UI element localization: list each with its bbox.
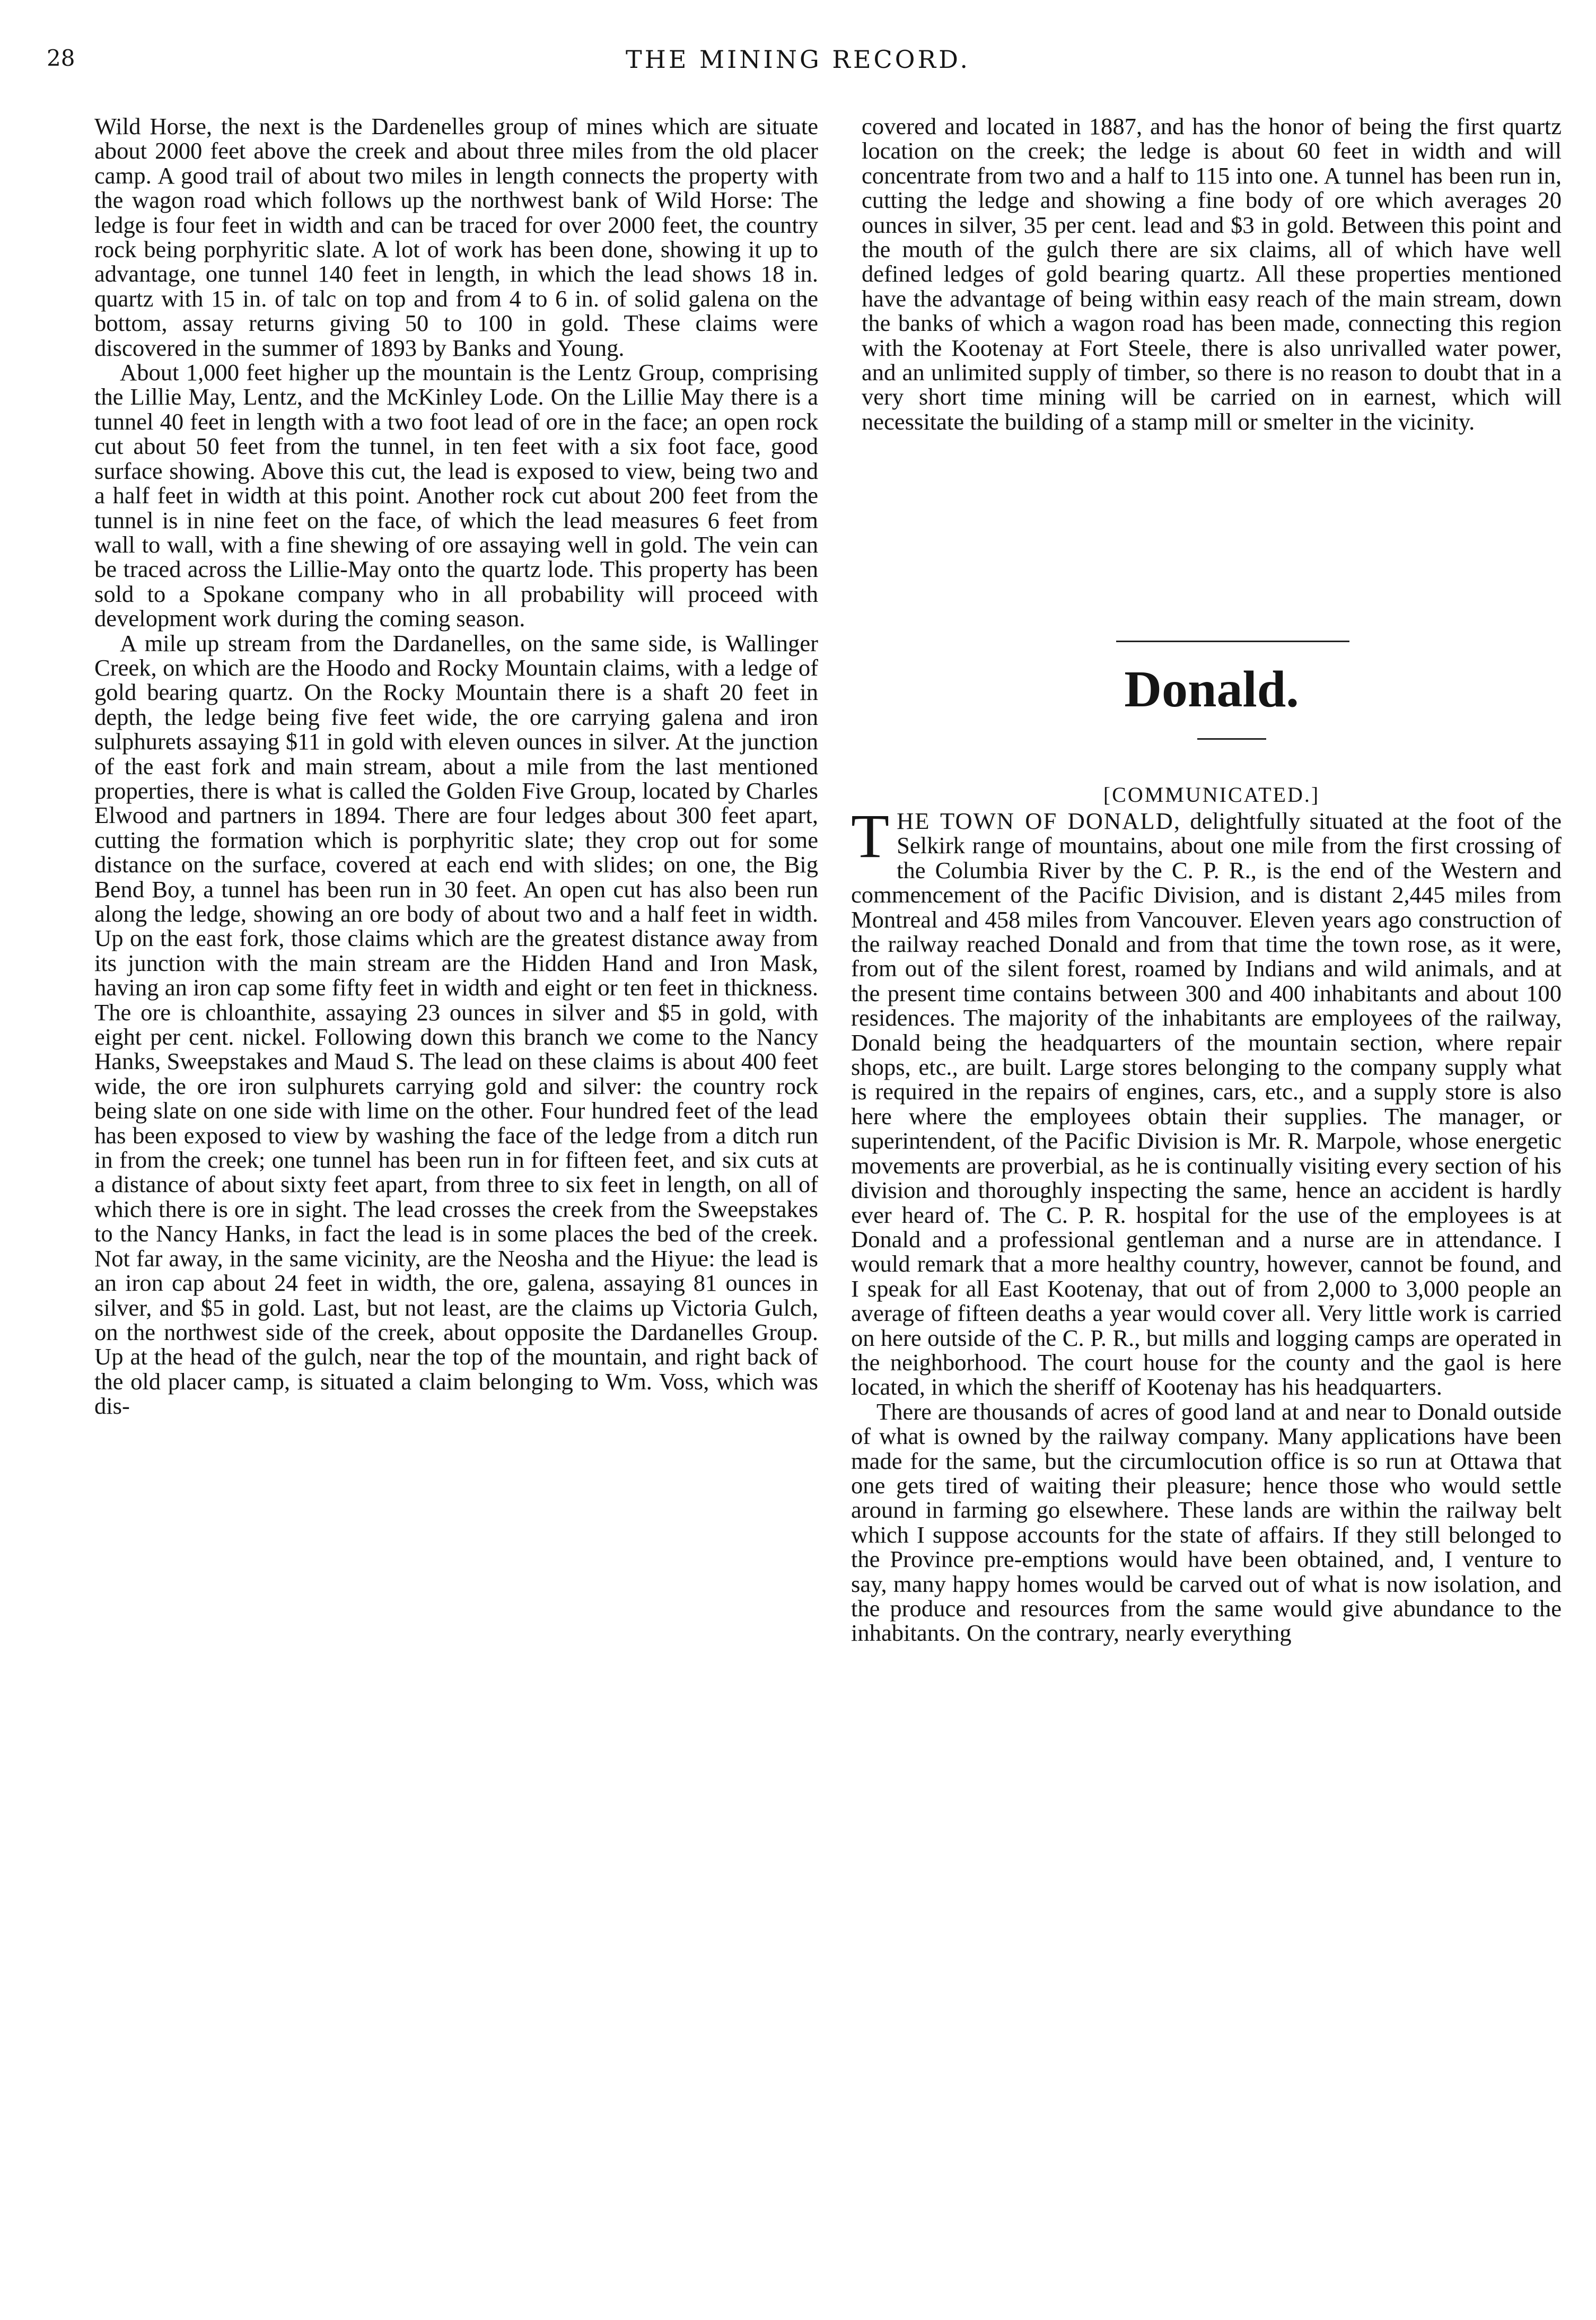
article-paragraph: Wild Horse, the next is the Dardenelles group of mines which are situate about 2000 feet above the creek and about three miles from the old placer camp. A good trail of about two miles in length connects the property with the wagon road which follows up the northwest bank of Wild Horse: The ledge is four feet in width and can be traced for over 2000 feet, the country rock being porphyritic slate. A lot of work has been done, showing it up to advantage, one tunnel 140 feet in length, in which the lead shows 18 in. quartz with 15 in. of talc on top and from 4 to 6 in. of solid galena on the bottom, assay returns giving 50 to 100 in gold. These claims were discovered in the summer of 1893 by Banks and Young. xyxy=(94,113,818,361)
section-divider-rule xyxy=(1116,641,1349,642)
drop-cap: T xyxy=(851,801,890,871)
title-underline-rule xyxy=(1197,738,1266,740)
page-header xyxy=(0,45,1596,87)
section-title: Donald. xyxy=(1124,661,1299,718)
article-text: delightfully situated at the foot of the Selkirk range of mountains, about one mile from the first crossing of the Columbia River by the C. P. R., is the end of the Western and commencement of the Pacific Division, and is distant 2,445 miles from Montreal and 458 miles from Vancouver. Eleven years ago construction of the railway reached Donald and from that time the town rose, as it were, from out of the silent forest, roamed by Indians and wild animals, and at the present time contains between 300 and 400 inhabitants and about 100 residences. The majority of the inhabitants are employees of the railway, Donald being the headquarters of the mountain section, where repair shops, etc., are built. Large stores belonging to the company supply what is required in the repairs of engines, cars, etc., and a supply store is also here where the employees obtain their supplies. The manager, or superintendent, of the Pacific Division is Mr. R. Marpole, whose energetic movements are proverbial, as he is continually visiting every section of his division and thoroughly inspecting the same, hence an accident is hardly ever heard of. The C. P. R. hospital for the use of the employees is at Donald and a professional gentleman and a nurse are in attendance. I would remark that a more healthy country, however, cannot be found, and I speak for all East Kootenay, that out of from 2,000 to 3,000 people an average of fifteen deaths a year would cover all. Very little work is carried on here outside of the C. P. R., but mills and logging camps are operated in the neighborhood. The court house for the county and the gaol is here located, in which the sheriff of Kootenay has his headquarters. xyxy=(851,808,1562,1400)
article-paragraph: A mile up stream from the Dardanelles, on the same side, is Wallinger Creek, on which are the Hoodo and Rocky Mountain claims, with a ledge of gold bearing quartz. On the Rocky Mountain there is a shaft 20 feet in depth, the ledge being five feet wide, the ore carrying galena and iron sulphurets assaying $11 in gold with eleven ounces in silver. At the junction of the east fork and main stream, about a mile from the last mentioned properties, there is what is called the Golden Five Group, located by Charles Elwood and partners in 1894. There are four ledges about 300 feet apart, cutting the formation which is porphyritic slate; they crop out for some distance on the surface, covered at each end with slides; on one, the Big Bend Boy, a tunnel has been run in 30 feet. An open cut has also been run along the ledge, showing an ore body of about two and a half feet in width. Up on the east fork, those claims which are the greatest distance away from its junction with the main stream are the Hidden Hand and Iron Mask, having an iron cap some fifty feet in width and eight or ten feet in thickness. The ore is chloanthite, assaying 23 ounces in silver and $5 in gold, with eight per cent. nickel. Following down this branch we come to the Nancy Hanks, Sweepstakes and Maud S. The lead on these claims is about 400 feet wide, the ore iron sulphurets carrying gold and silver: the country rock being slate on one side with lime on the other. Four hundred feet of the lead has been exposed to view by washing the face of the ledge from a ditch run in from the creek; one tunnel has been run in for fifteen feet, and six cuts at a distance of about sixty feet apart, from three to six feet in length, on all of which there is ore in sight. The lead crosses the creek from the Sweepstakes to the Nancy Hanks, in fact the lead is in some places the bed of the creek. Not far away, in the same vicinity, are the Neosha and the Hiyue: the lead is an iron cap about 24 feet in width, the ore, galena, assaying 81 ounces in silver, and $5 in gold. Last, but not least, are the claims up Victoria Gulch, on the northwest side of the creek, about opposite the Dardanelles Group. Up at the head of the gulch, near the top of the mountain, and right back of the old placer camp, is situated a claim belonging to Wm. Voss, which was dis- xyxy=(94,629,818,1420)
page-number: 28 xyxy=(47,45,75,71)
right-column-article xyxy=(851,801,1562,1647)
right-column-continuation xyxy=(862,114,1562,434)
lead-in-text: HE TOWN OF DONALD, xyxy=(897,808,1181,834)
article-paragraph: covered and located in 1887, and has the honor of being the first quartz location on the creek; the ledge is about 60 feet in width and will concentrate from two and a half to 115 into one. A tunnel has been run in, cutting the ledge and showing a fine body of ore which averages 20 ounces in silver, 35 per cent. lead and $3 in gold. Between this point and the mouth of the gulch there are six claims, all of which have well defined ledges of gold bearing quartz. All these properties mentioned have the advantage of being within easy reach of the main stream, down the banks of which a wagon road has been made, connecting this region with the Kootenay at Fort Steele, there is also unrivalled water power, and an unlimited supply of timber, so there is no reason to doubt that in a very short time mining will be carried on in earnest, which will necessitate the building of a stamp mill or smelter in the vicinity. xyxy=(862,113,1562,435)
article-paragraph xyxy=(851,801,1562,1400)
left-column xyxy=(94,114,818,1419)
article-paragraph: There are thousands of acres of good land at and near to Donald outside of what is owned by the railway company. Many applications have been made for the same, but the circumlocution office is so run at Ottawa that one gets tired of waiting their pleasure; hence those who would settle around in farming go elsewhere. These lands are within the railway belt which I suppose accounts for the state of affairs. If they still belonged to the Province pre-emptions would have been obtained, and, I venture to say, many happy homes would be carved out of what is now isolation, and the produce and resources from the same would give abundance to the inhabitants. On the contrary, nearly everything xyxy=(851,1398,1562,1647)
article-paragraph: About 1,000 feet higher up the mountain is the Lentz Group, comprising the Lillie May, Lentz, and the McKinley Lode. On the Lillie May there is a tunnel 40 feet in length with a two foot lead of ore in the face; an open rock cut about 50 feet from the tunnel, in ten feet with a six foot face, good surface showing. Above this cut, the lead is exposed to view, being two and a half feet in width at this point. Another rock cut about 200 feet from the tunnel is in nine feet on the face, of which the lead measures 6 feet from wall to wall, with a fine shewing of ore assaying well in gold. The vein can be traced across the Lillie-May onto the quartz lode. This property has been sold to a Spokane company who in all probability will proceed with development work during the coming season. xyxy=(94,359,818,632)
journal-title: THE MINING RECORD. xyxy=(626,45,970,74)
byline: [COMMUNICATED.] xyxy=(1103,783,1320,807)
